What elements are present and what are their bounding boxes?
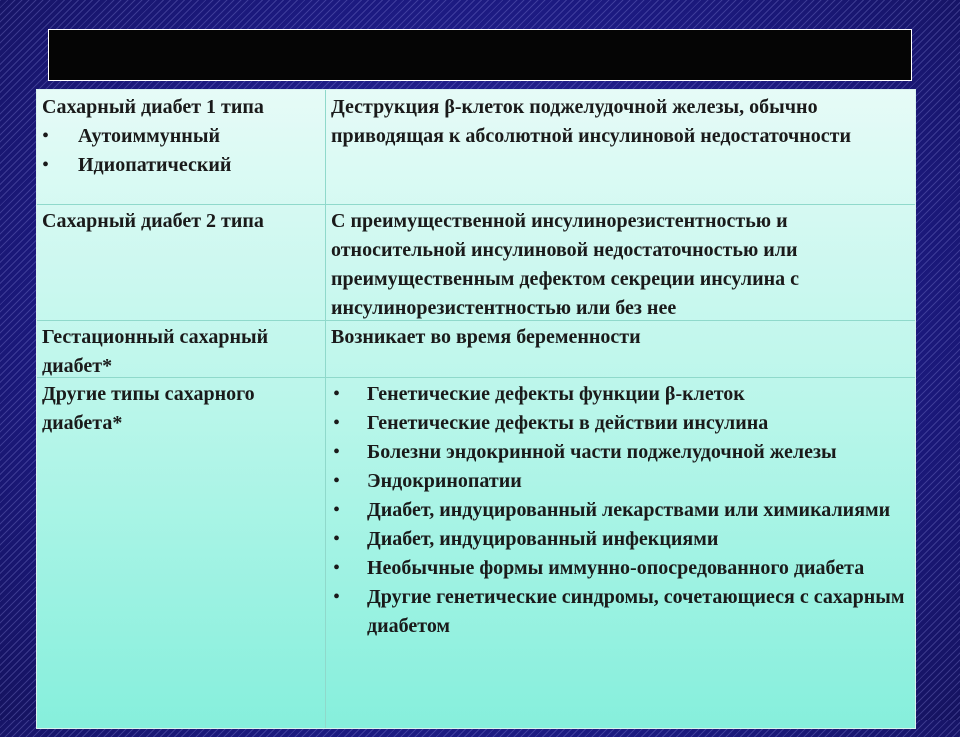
list-item: • Идиопатический (42, 151, 321, 180)
list-item: • Генетические дефекты функции β-клеток (331, 380, 912, 409)
bullet-icon: • (333, 499, 341, 521)
row-type1-description-cell (326, 90, 916, 151)
row-type2-description: С преимущественной инсулинорезистентностью и относительной инсулиновой недостаточностью или преимущественным дефектом секреции инсулина с инсулинорезистентностью или без нее (331, 210, 800, 319)
other-types-list (331, 380, 912, 641)
row-gestational-description-cell (326, 320, 916, 352)
table-row-other (37, 377, 915, 737)
bullet-icon: • (333, 528, 341, 550)
bullet-icon: • (333, 383, 341, 405)
bullet-icon: • (333, 412, 341, 434)
row-gestational-label-cell (37, 320, 325, 381)
list-item: • Аутоиммунный (42, 122, 321, 151)
list-item: • Диабет, индуцированный инфекциями (331, 525, 912, 554)
row-type2-label: Сахарный диабет 2 типа (42, 210, 264, 232)
bullet-icon: • (333, 586, 341, 608)
row-type2-description-cell (326, 204, 916, 323)
list-item: • Генетические дефекты в действии инсулина (331, 409, 912, 438)
bullet-icon: • (333, 470, 341, 492)
list-item: • Эндокринопатии (331, 467, 912, 496)
bullet-icon: • (42, 154, 50, 176)
bullet-icon: • (333, 441, 341, 463)
row-type2-label-cell (37, 204, 325, 236)
bullet-icon: • (42, 125, 50, 147)
row-gestational-label: Гестационный сахарный диабет* (42, 326, 269, 377)
diabetes-classification-table (36, 89, 916, 729)
table-row-type1 (37, 90, 915, 205)
row-type1-label: Сахарный диабет 1 типа (42, 96, 264, 118)
list-item: • Диабет, индуцированный лекарствами или химикалиями (331, 496, 912, 525)
list-item: • Другие генетические синдромы, сочетающиеся с сахарным диабетом (331, 583, 912, 641)
row-other-description-cell (326, 377, 916, 641)
row-type1-description: Деструкция β-клеток поджелудочной железы, обычно приводящая к абсолютной инсулиновой недостаточности (331, 96, 852, 147)
table-row-type2 (37, 204, 915, 321)
row-other-label: Другие типы сахарного диабета* (42, 383, 255, 434)
list-item: • Необычные формы иммунно-опосредованного диабета (331, 554, 912, 583)
row-type1-label-cell (37, 90, 325, 180)
type1-subtypes-list (42, 122, 321, 180)
slide-title-box (48, 29, 912, 81)
row-gestational-description: Возникает во время беременности (331, 326, 641, 348)
table-row-gestational (37, 320, 915, 378)
row-other-label-cell (37, 377, 325, 438)
bullet-icon: • (333, 557, 341, 579)
list-item: • Болезни эндокринной части поджелудочной железы (331, 438, 912, 467)
